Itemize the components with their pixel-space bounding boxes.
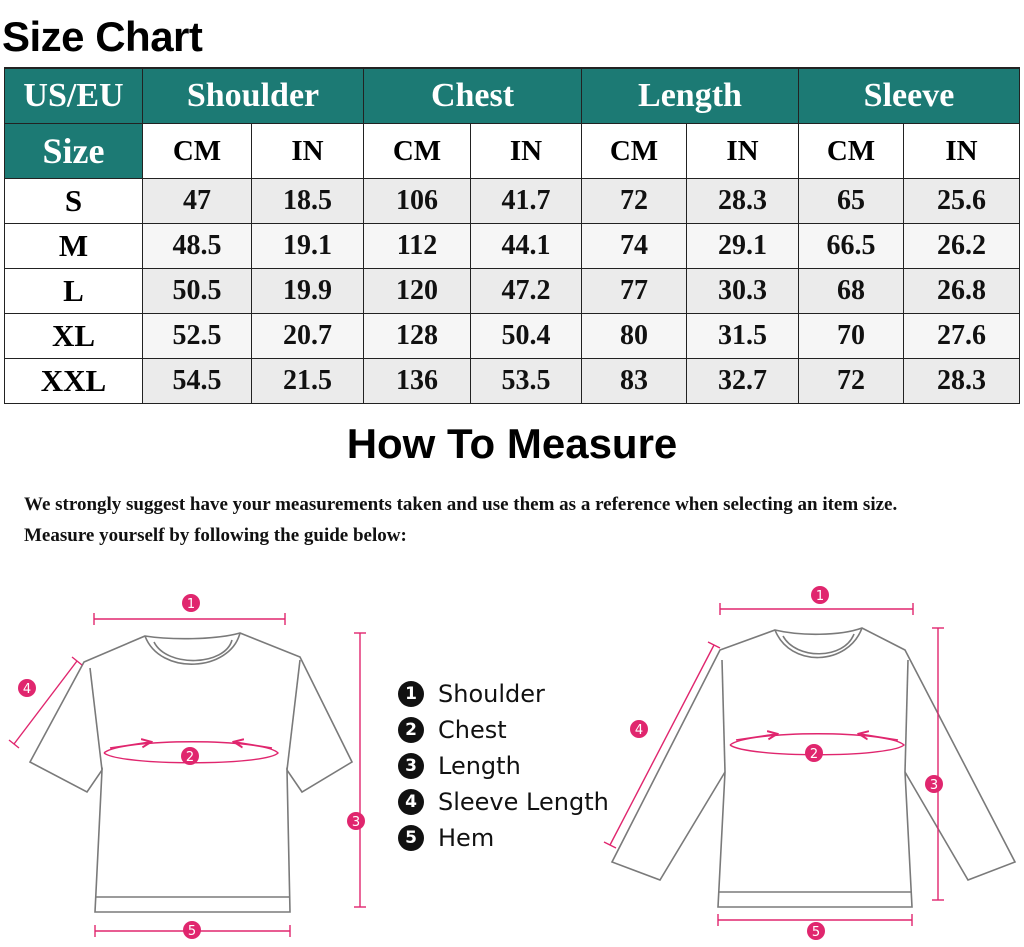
unit-cell: IN <box>687 124 799 179</box>
legend-item-chest <box>398 712 609 748</box>
unit-cell: CM <box>582 124 687 179</box>
svg-text:1: 1 <box>815 589 825 604</box>
value-cell: 136 <box>364 359 471 404</box>
value-cell: 72 <box>582 179 687 224</box>
header-chest: Chest <box>364 68 582 124</box>
value-cell: 26.8 <box>904 269 1020 314</box>
legend-number-badge: 2 <box>398 717 424 743</box>
svg-text:4: 4 <box>22 682 32 697</box>
value-cell: 128 <box>364 314 471 359</box>
value-cell: 53.5 <box>471 359 582 404</box>
unit-cell: CM <box>143 124 252 179</box>
value-cell: 72 <box>799 359 904 404</box>
value-cell: 112 <box>364 224 471 269</box>
header-sleeve: Sleeve <box>799 68 1020 124</box>
measure-note-line-2: Measure yourself by following the guide below: <box>24 525 407 546</box>
measure-legend <box>398 676 609 856</box>
unit-cell: IN <box>904 124 1020 179</box>
value-cell: 70 <box>799 314 904 359</box>
value-cell: 50.5 <box>143 269 252 314</box>
value-cell: 47.2 <box>471 269 582 314</box>
value-cell: 20.7 <box>252 314 364 359</box>
value-cell: 31.5 <box>687 314 799 359</box>
unit-cell: CM <box>799 124 904 179</box>
svg-text:4: 4 <box>634 723 644 738</box>
value-cell: 18.5 <box>252 179 364 224</box>
size-cell: S <box>5 179 143 224</box>
header-length: Length <box>582 68 799 124</box>
marker-2-longsleeve <box>805 744 823 762</box>
corner-size: Size <box>5 124 143 179</box>
legend-label: Sleeve Length <box>438 788 609 816</box>
legend-item-hem <box>398 820 609 856</box>
value-cell: 83 <box>582 359 687 404</box>
legend-label: Hem <box>438 824 495 852</box>
value-cell: 52.5 <box>143 314 252 359</box>
value-cell: 120 <box>364 269 471 314</box>
marker-3-longsleeve <box>925 775 943 793</box>
value-cell: 28.3 <box>687 179 799 224</box>
marker-2-tshirt <box>181 747 199 765</box>
legend-number-badge: 1 <box>398 681 424 707</box>
svg-text:5: 5 <box>187 924 197 939</box>
legend-number-badge: 3 <box>398 753 424 779</box>
measure-note-line-1: We strongly suggest have your measurements taken and use them as a reference when selecting an item size. <box>24 494 898 515</box>
marker-3-tshirt <box>347 812 365 830</box>
value-cell: 21.5 <box>252 359 364 404</box>
value-cell: 66.5 <box>799 224 904 269</box>
tshirt-illustration <box>30 633 352 912</box>
value-cell: 106 <box>364 179 471 224</box>
marker-4-tshirt <box>18 679 36 697</box>
value-cell: 29.1 <box>687 224 799 269</box>
how-to-measure-heading: How To Measure <box>346 420 678 467</box>
size-cell: L <box>5 269 143 314</box>
value-cell: 30.3 <box>687 269 799 314</box>
value-cell: 44.1 <box>471 224 582 269</box>
value-cell: 25.6 <box>904 179 1020 224</box>
legend-number-badge: 4 <box>398 789 424 815</box>
unit-cell: IN <box>252 124 364 179</box>
svg-text:3: 3 <box>929 778 939 793</box>
value-cell: 28.3 <box>904 359 1020 404</box>
legend-label: Chest <box>438 716 507 744</box>
longsleeve-illustration <box>612 628 1015 907</box>
svg-text:2: 2 <box>809 747 819 762</box>
value-cell: 47 <box>143 179 252 224</box>
value-cell: 68 <box>799 269 904 314</box>
value-cell: 50.4 <box>471 314 582 359</box>
legend-item-length <box>398 748 609 784</box>
svg-text:1: 1 <box>186 597 196 612</box>
marker-5-tshirt <box>183 921 201 939</box>
marker-5-longsleeve <box>807 922 825 940</box>
corner-us-eu: US/EU <box>5 68 143 124</box>
value-cell: 32.7 <box>687 359 799 404</box>
value-cell: 54.5 <box>143 359 252 404</box>
svg-text:3: 3 <box>351 815 361 830</box>
value-cell: 27.6 <box>904 314 1020 359</box>
unit-cell: IN <box>471 124 582 179</box>
value-cell: 26.2 <box>904 224 1020 269</box>
value-cell: 74 <box>582 224 687 269</box>
marker-4-longsleeve <box>630 720 648 738</box>
marker-1-longsleeve <box>811 586 829 604</box>
value-cell: 80 <box>582 314 687 359</box>
value-cell: 48.5 <box>143 224 252 269</box>
legend-label: Length <box>438 752 521 780</box>
value-cell: 19.1 <box>252 224 364 269</box>
legend-item-shoulder <box>398 676 609 712</box>
size-cell: XXL <box>5 359 143 404</box>
marker-1-tshirt <box>182 594 200 612</box>
value-cell: 19.9 <box>252 269 364 314</box>
legend-label: Shoulder <box>438 680 545 708</box>
page-title: Size Chart <box>2 13 203 60</box>
size-cell: M <box>5 224 143 269</box>
header-shoulder: Shoulder <box>143 68 364 124</box>
value-cell: 41.7 <box>471 179 582 224</box>
svg-text:5: 5 <box>811 925 821 940</box>
value-cell: 77 <box>582 269 687 314</box>
svg-text:2: 2 <box>185 750 195 765</box>
value-cell: 65 <box>799 179 904 224</box>
legend-item-sleeve-length <box>398 784 609 820</box>
legend-number-badge: 5 <box>398 825 424 851</box>
unit-cell: CM <box>364 124 471 179</box>
size-cell: XL <box>5 314 143 359</box>
